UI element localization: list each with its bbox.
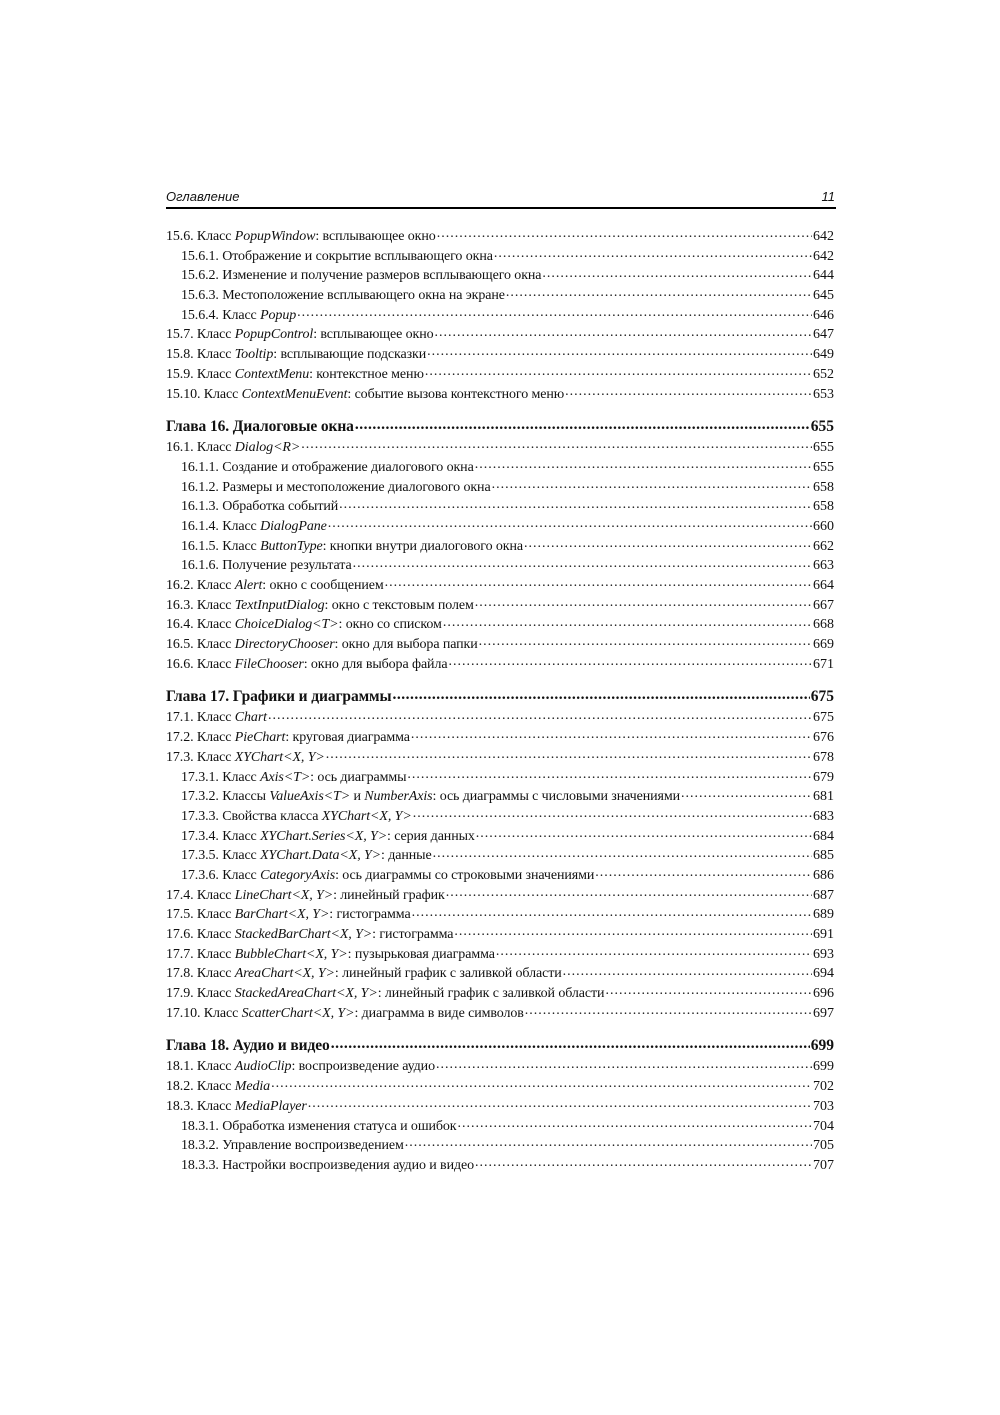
toc-entry-title xyxy=(166,984,604,1004)
title-text: 17.3. Класс xyxy=(166,749,235,765)
class-name: CategoryAxis xyxy=(260,867,336,883)
title-text: : ось диаграммы xyxy=(310,769,407,785)
toc-section-entry[interactable] xyxy=(166,555,834,575)
toc-entry-title xyxy=(166,708,267,728)
table-of-contents xyxy=(166,226,834,1175)
toc-section-entry[interactable] xyxy=(166,265,834,285)
toc-section-entry[interactable] xyxy=(166,845,834,865)
toc-page-number: 699 xyxy=(813,1059,834,1075)
toc-entry-title xyxy=(181,846,432,866)
toc-entry-title xyxy=(181,478,491,498)
title-text: 16.1.5. Класс xyxy=(181,538,261,554)
toc-entry-title xyxy=(181,556,352,576)
dot-leader xyxy=(435,324,812,338)
title-text: 16.1.3. Обработка событий xyxy=(181,499,339,515)
title-text: 15.6.3. Местоположение всплывающего окна на экране xyxy=(181,288,505,304)
class-name: TextInputDialog xyxy=(234,597,325,613)
dot-leader xyxy=(479,634,812,648)
toc-entry-title xyxy=(166,576,384,596)
title-text: 15.10. Класс xyxy=(166,386,242,402)
title-text: 17.7. Класс xyxy=(166,946,235,962)
toc-section-entry[interactable] xyxy=(166,1155,834,1175)
title-text: Глава 16. Диалоговые окна xyxy=(166,417,354,435)
toc-page-number: 655 xyxy=(813,459,834,475)
toc-page-number: 668 xyxy=(813,617,834,633)
toc-section-entry[interactable] xyxy=(166,595,834,615)
toc-entry-title xyxy=(181,247,493,267)
toc-entry-title xyxy=(166,964,562,984)
toc-section-entry[interactable] xyxy=(166,516,834,536)
title-text: 16.1.1. Создание и отображение диалогового окна xyxy=(181,459,474,475)
title-text: : кнопки внутри диалогового окна xyxy=(322,538,523,554)
toc-section-entry[interactable] xyxy=(166,285,834,305)
toc-entry-title xyxy=(181,827,475,847)
title-text: : линейный график с заливкой области xyxy=(334,966,562,982)
toc-chapter-entry[interactable] xyxy=(166,1034,834,1056)
toc-section-entry[interactable] xyxy=(166,865,834,885)
toc-entry-title xyxy=(181,807,412,827)
title-text: 15.6.1. Отображение и сокрытие всплывающего окна xyxy=(181,248,493,264)
dot-leader xyxy=(413,806,812,820)
title-text: 17.3.1. Класс xyxy=(181,769,261,785)
title-text: 16.5. Класс xyxy=(166,637,235,653)
toc-page-number: 671 xyxy=(813,656,834,672)
dot-leader xyxy=(524,536,812,550)
title-text: : гистограмма xyxy=(372,927,454,942)
title-text: : гистограмма xyxy=(329,907,411,923)
toc-section-entry[interactable] xyxy=(166,654,834,674)
class-name: Media xyxy=(234,1079,271,1095)
dot-leader xyxy=(353,555,812,569)
toc-page-number: 644 xyxy=(813,268,834,284)
dot-leader xyxy=(454,924,812,938)
class-name: PopupWindow xyxy=(234,229,316,244)
toc-entry-title xyxy=(166,748,325,768)
toc-section-entry[interactable] xyxy=(166,747,834,767)
class-name: AreaChart<X, Y> xyxy=(234,966,335,982)
toc-section-entry[interactable] xyxy=(166,786,834,806)
toc-entry-title xyxy=(166,655,447,675)
toc-page-number: 655 xyxy=(813,440,834,456)
dot-leader xyxy=(565,384,812,398)
dot-leader xyxy=(301,437,812,451)
dot-leader xyxy=(681,786,812,800)
title-text: 16.3. Класс xyxy=(166,597,235,613)
toc-page-number: 693 xyxy=(813,946,834,962)
toc-page-number: 697 xyxy=(813,1005,834,1021)
toc-section-entry[interactable] xyxy=(166,344,834,364)
toc-page-number: 669 xyxy=(813,637,834,653)
toc-section-entry[interactable] xyxy=(166,226,834,246)
toc-entry-title xyxy=(181,1136,404,1156)
title-text: 18.2. Класс xyxy=(166,1079,235,1095)
dot-leader xyxy=(475,595,812,609)
toc-section-entry[interactable] xyxy=(166,944,834,964)
toc-page-number: 685 xyxy=(813,848,834,864)
title-text: 18.1. Класс xyxy=(166,1059,235,1075)
dot-leader xyxy=(326,747,812,761)
dot-leader xyxy=(446,885,812,899)
class-name: PopupControl xyxy=(234,327,314,343)
title-text: 16.6. Класс xyxy=(166,656,235,672)
toc-entry-title xyxy=(181,768,406,788)
toc-entry-title xyxy=(166,728,410,748)
toc-entry-title xyxy=(166,945,495,965)
title-text: : всплывающее окно xyxy=(315,229,436,244)
page-number: 11 xyxy=(821,189,835,204)
class-name: FileChooser xyxy=(234,656,304,672)
class-name: ChoiceDialog<T> xyxy=(234,617,339,633)
toc-entry-title xyxy=(181,787,680,807)
title-text: 16.1.6. Получение результата xyxy=(181,558,352,574)
toc-entry-title xyxy=(166,325,434,345)
dot-leader xyxy=(443,614,812,628)
toc-page-number: 658 xyxy=(813,479,834,495)
dot-leader xyxy=(475,457,812,471)
class-name: Alert xyxy=(234,578,263,593)
title-text: : всплывающие подсказки xyxy=(273,347,427,363)
dot-leader xyxy=(563,963,812,977)
title-text: 17.6. Класс xyxy=(166,927,235,942)
toc-page-number: 662 xyxy=(813,538,834,554)
toc-page-number: 686 xyxy=(813,867,834,883)
title-text: 15.6.2. Изменение и получение размеров всплывающего окна xyxy=(181,268,542,284)
toc-page-number: 704 xyxy=(813,1118,834,1134)
title-text: и xyxy=(350,789,365,805)
toc-entry-title xyxy=(166,1077,270,1097)
toc-entry-title xyxy=(181,537,523,557)
dot-leader xyxy=(268,707,812,721)
class-name: AudioClip xyxy=(234,1059,292,1075)
toc-section-entry[interactable] xyxy=(166,1056,834,1076)
dot-leader xyxy=(506,285,812,299)
title-text: Глава 17. Графики и диаграммы xyxy=(166,687,392,705)
class-name: ButtonType xyxy=(260,538,323,554)
toc-page-number: 707 xyxy=(813,1157,834,1173)
toc-entry-title xyxy=(166,925,453,945)
title-text: 18.3.3. Настройки воспроизведения аудио и видео xyxy=(181,1157,474,1173)
title-text: : серия данных xyxy=(387,828,475,844)
toc-section-entry[interactable] xyxy=(166,364,834,384)
class-name: XYChart<X, Y> xyxy=(321,808,412,824)
toc-page-number: 642 xyxy=(813,229,834,244)
toc-entry-title xyxy=(166,385,564,405)
class-name: XYChart.Data<X, Y> xyxy=(260,848,382,864)
toc-section-entry[interactable] xyxy=(166,305,834,325)
title-text: 16.4. Класс xyxy=(166,617,235,633)
toc-chapter-entry[interactable] xyxy=(166,685,834,707)
dot-leader xyxy=(494,246,812,260)
title-text: 18.3.1. Обработка изменения статуса и ошибок xyxy=(181,1118,457,1134)
toc-entry-title xyxy=(181,497,338,517)
toc-section-entry[interactable] xyxy=(166,983,834,1003)
toc-page-number: 691 xyxy=(813,927,834,942)
class-name: StackedAreaChart<X, Y> xyxy=(234,986,378,1002)
toc-page-number: 683 xyxy=(813,808,834,824)
toc-page-number: 658 xyxy=(813,499,834,515)
toc-section-entry[interactable] xyxy=(166,727,834,747)
title-text: 16.2. Класс xyxy=(166,578,235,593)
toc-page-number: 664 xyxy=(813,578,834,593)
running-header-title: Оглавление xyxy=(166,189,240,204)
dot-leader xyxy=(458,1116,812,1130)
toc-entry-title xyxy=(166,905,411,925)
class-name: LineChart<X, Y> xyxy=(234,887,334,903)
toc-section-entry[interactable] xyxy=(166,575,834,595)
running-header xyxy=(166,187,836,209)
toc-section-entry[interactable] xyxy=(166,806,834,826)
toc-entry-title xyxy=(166,615,442,635)
dot-leader xyxy=(448,654,812,668)
dot-leader xyxy=(475,1155,812,1169)
toc-section-entry[interactable] xyxy=(166,634,834,654)
dot-leader xyxy=(476,826,812,840)
toc-entry-title xyxy=(166,1057,435,1077)
dot-leader xyxy=(339,496,812,510)
dot-leader xyxy=(436,1056,812,1070)
dot-leader xyxy=(412,904,812,918)
class-name: XYChart.Series<X, Y> xyxy=(260,828,388,844)
title-text: Глава 18. Аудио и видео xyxy=(166,1036,330,1054)
toc-entry-title xyxy=(166,345,426,365)
class-name: MediaPlayer xyxy=(234,1098,307,1114)
toc-entry-title xyxy=(166,1004,524,1024)
toc-entry-title xyxy=(166,227,436,247)
toc-entry-title xyxy=(166,438,300,458)
class-name: XYChart<X, Y> xyxy=(234,749,325,765)
toc-page-number: 689 xyxy=(813,907,834,923)
dot-leader xyxy=(411,727,812,741)
toc-page-number: 667 xyxy=(813,597,834,613)
title-text: 17.9. Класс xyxy=(166,986,235,1002)
title-text: : диаграмма в виде символов xyxy=(354,1005,524,1021)
title-text: 15.8. Класс xyxy=(166,347,235,363)
toc-entry-title xyxy=(166,416,354,438)
dot-leader xyxy=(407,767,812,781)
class-name: NumberAxis xyxy=(364,789,433,805)
toc-page-number: 646 xyxy=(813,307,834,323)
class-name: Axis<T> xyxy=(260,769,311,785)
toc-entry-title xyxy=(166,686,392,708)
title-text: 16.1.4. Класс xyxy=(181,518,261,534)
title-text: : всплывающее окно xyxy=(313,327,434,343)
title-text: : окно с текстовым полем xyxy=(324,597,474,613)
class-name: ContextMenuEvent xyxy=(241,386,348,402)
class-name: BarChart<X, Y> xyxy=(234,907,330,923)
dot-leader xyxy=(542,265,812,279)
toc-section-entry[interactable] xyxy=(166,1003,834,1023)
toc-section-entry[interactable] xyxy=(166,1076,834,1096)
title-text: : линейный график xyxy=(333,887,445,903)
title-text: 15.6.4. Класс xyxy=(181,307,261,323)
dot-leader xyxy=(595,865,812,879)
toc-page-number: 675 xyxy=(813,710,834,726)
class-name: ScatterChart<X, Y> xyxy=(241,1005,355,1021)
title-text: 17.3.2. Классы xyxy=(181,789,270,805)
title-text: : окно для выбора файла xyxy=(303,656,448,672)
dot-leader xyxy=(331,1034,810,1050)
class-name: DirectoryChooser xyxy=(234,637,335,653)
class-name: Popup xyxy=(260,307,297,323)
toc-section-entry[interactable] xyxy=(166,536,834,556)
title-text: 17.3.3. Свойства класса xyxy=(181,808,322,824)
dot-leader xyxy=(271,1076,812,1090)
class-name: ValueAxis<T> xyxy=(269,789,351,805)
title-text: 17.2. Класс xyxy=(166,730,235,746)
toc-section-entry[interactable] xyxy=(166,324,834,344)
toc-page-number: 660 xyxy=(813,518,834,534)
toc-page-number: 649 xyxy=(813,347,834,363)
toc-section-entry[interactable] xyxy=(166,496,834,516)
title-text: 17.8. Класс xyxy=(166,966,235,982)
title-text: : ось диаграммы со строковыми значениями xyxy=(335,867,595,883)
toc-page-number: 678 xyxy=(813,749,834,765)
toc-page-number: 699 xyxy=(810,1036,834,1054)
toc-page-number: 679 xyxy=(813,769,834,785)
title-text: : окно со списком xyxy=(338,617,442,633)
title-text: 17.5. Класс xyxy=(166,907,235,923)
class-name: BubbleChart<X, Y> xyxy=(234,946,348,962)
toc-section-entry[interactable] xyxy=(166,1116,834,1136)
title-text: 17.3.4. Класс xyxy=(181,828,261,844)
title-text: : событие вызова контекстного меню xyxy=(347,386,565,402)
title-text: 15.9. Класс xyxy=(166,366,235,382)
toc-page-number: 694 xyxy=(813,966,834,982)
title-text: : круговая диаграмма xyxy=(285,730,410,746)
dot-leader xyxy=(385,575,812,589)
toc-section-entry[interactable] xyxy=(166,477,834,497)
dot-leader xyxy=(605,983,812,997)
toc-entry-title xyxy=(181,1156,474,1176)
toc-page-number: 696 xyxy=(813,986,834,1002)
toc-page-number: 647 xyxy=(813,327,834,343)
title-text: 17.1. Класс xyxy=(166,710,235,726)
toc-section-entry[interactable] xyxy=(166,767,834,787)
title-text: 17.4. Класс xyxy=(166,887,235,903)
title-text: : воспроизведение аудио xyxy=(291,1059,435,1075)
toc-entry-title xyxy=(181,517,327,537)
dot-leader xyxy=(308,1096,812,1110)
toc-section-entry[interactable] xyxy=(166,904,834,924)
toc-page-number: 652 xyxy=(813,366,834,382)
toc-section-entry[interactable] xyxy=(166,246,834,266)
title-text: : данные xyxy=(381,848,432,864)
title-text: 17.10. Класс xyxy=(166,1005,242,1021)
title-text: : окно для выбора папки xyxy=(334,637,478,653)
title-text: : линейный график с заливкой области xyxy=(377,986,605,1002)
title-text: 16.1.2. Размеры и местоположение диалогового окна xyxy=(181,479,491,495)
toc-section-entry[interactable] xyxy=(166,826,834,846)
toc-entry-title xyxy=(181,458,474,478)
class-name: ContextMenu xyxy=(234,366,310,382)
dot-leader xyxy=(427,344,812,358)
toc-section-entry[interactable] xyxy=(166,707,834,727)
toc-section-entry[interactable] xyxy=(166,384,834,404)
toc-page-number: 702 xyxy=(813,1079,834,1095)
dot-leader xyxy=(405,1135,812,1149)
dot-leader xyxy=(496,944,812,958)
dot-leader xyxy=(355,415,810,431)
toc-entry-title xyxy=(181,306,296,326)
toc-entry-title xyxy=(166,1097,307,1117)
toc-page-number: 642 xyxy=(813,248,834,264)
dot-leader xyxy=(328,516,812,530)
toc-page-number: 703 xyxy=(813,1098,834,1114)
title-text: 18.3.2. Управление воспроизведением xyxy=(181,1138,404,1154)
toc-section-entry[interactable] xyxy=(166,614,834,634)
toc-entry-title xyxy=(166,365,424,385)
dot-leader xyxy=(492,477,812,491)
title-text: 17.3.5. Класс xyxy=(181,848,261,864)
dot-leader xyxy=(433,845,812,859)
toc-section-entry[interactable] xyxy=(166,924,834,944)
toc-entry-title xyxy=(181,266,541,286)
class-name: Dialog<R> xyxy=(234,440,301,456)
toc-section-entry[interactable] xyxy=(166,1135,834,1155)
toc-chapter-entry[interactable] xyxy=(166,415,834,437)
toc-page-number: 663 xyxy=(813,558,834,574)
toc-entry-title xyxy=(181,286,505,306)
toc-page-number: 687 xyxy=(813,887,834,903)
toc-section-entry[interactable] xyxy=(166,437,834,457)
class-name: DialogPane xyxy=(260,518,327,534)
toc-entry-title xyxy=(166,596,474,616)
toc-page-number: 676 xyxy=(813,730,834,746)
title-text: : пузырьковая диаграмма xyxy=(347,946,495,962)
title-text: 17.3.6. Класс xyxy=(181,867,261,883)
class-name: PieChart xyxy=(234,730,286,746)
toc-entry-title xyxy=(181,1117,457,1137)
dot-leader xyxy=(425,364,812,378)
toc-page-number: 681 xyxy=(813,789,834,805)
toc-entry-title xyxy=(166,635,478,655)
toc-entry-title xyxy=(166,1035,330,1057)
toc-page-number: 653 xyxy=(813,386,834,402)
dot-leader xyxy=(393,685,810,701)
toc-section-entry[interactable] xyxy=(166,1096,834,1116)
toc-page-number: 684 xyxy=(813,828,834,844)
dot-leader xyxy=(297,305,812,319)
title-text: 16.1. Класс xyxy=(166,440,235,456)
toc-section-entry[interactable] xyxy=(166,885,834,905)
title-text: : окно с сообщением xyxy=(262,578,384,593)
title-text: 18.3. Класс xyxy=(166,1098,235,1114)
toc-page-number: 675 xyxy=(810,687,834,705)
title-text: 15.7. Класс xyxy=(166,327,235,343)
title-text: : контекстное меню xyxy=(309,366,424,382)
toc-entry-title xyxy=(166,886,445,906)
dot-leader xyxy=(437,226,812,240)
dot-leader xyxy=(525,1003,812,1017)
toc-section-entry[interactable] xyxy=(166,457,834,477)
toc-section-entry[interactable] xyxy=(166,963,834,983)
title-text: : ось диаграммы с числовыми значениями xyxy=(432,789,680,805)
toc-page-number: 705 xyxy=(813,1138,834,1154)
toc-page-number: 655 xyxy=(810,417,834,435)
class-name: StackedBarChart<X, Y> xyxy=(234,927,373,942)
class-name: Chart xyxy=(234,710,267,726)
toc-entry-title xyxy=(181,866,594,886)
toc-page-number: 645 xyxy=(813,288,834,304)
title-text: 15.6. Класс xyxy=(166,229,235,244)
class-name: Tooltip xyxy=(234,347,274,363)
